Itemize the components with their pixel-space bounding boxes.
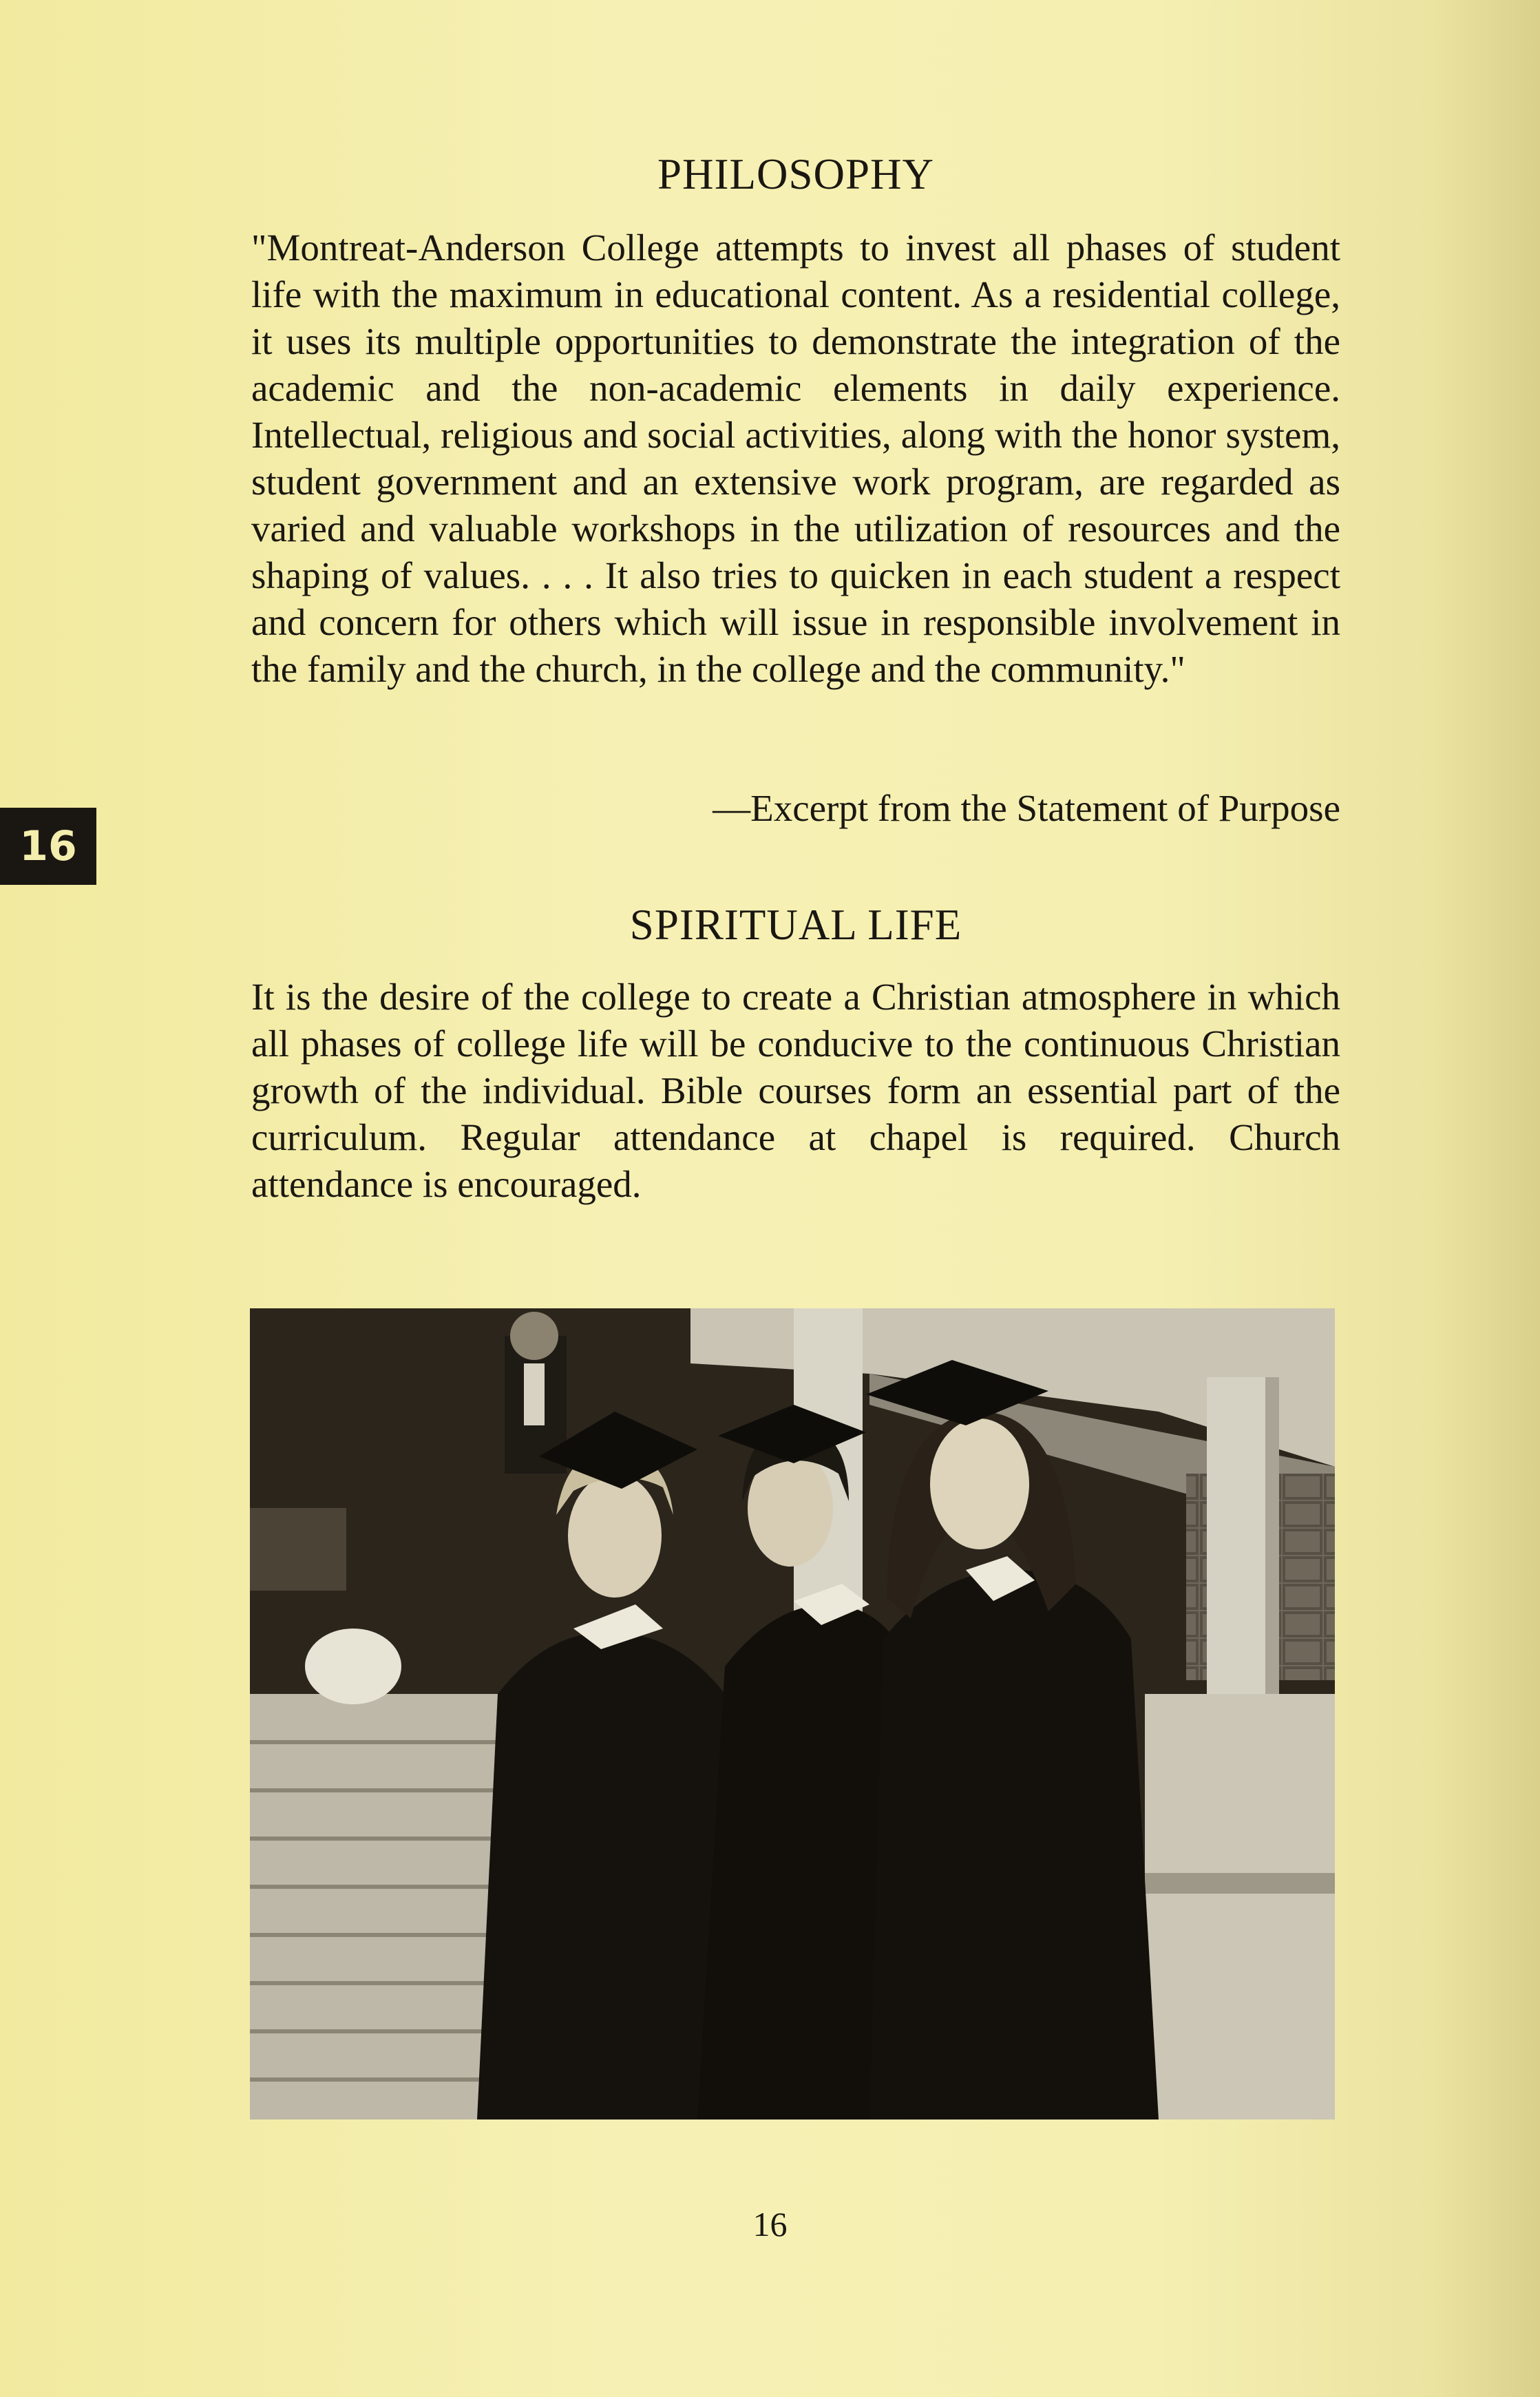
philosophy-paragraph: "Montreat-Anderson College attempts to invest all phases of student life with the maximum in educational content. As a residential college, it uses its multiple opportunities to demonstrate the integration of the academic and the non-academic elements in daily experience. Intellectual, religious and social activities, along with the honor system, student government and an extensive work program, are regarded as varied and valuable workshops in the utilization of resources and the shaping of values. . . . It also tries to quicken in each student a respect and concern for others which will issue in responsible involvement in the family and the church, in the college and the community." [251, 227, 1340, 690]
page-tab: 16 [0, 808, 96, 885]
page-number: 16 [752, 2205, 788, 2243]
philosophy-attribution: —Excerpt from the Statement of Purpose [713, 787, 1340, 829]
spiritual-life-paragraph: It is the desire of the college to create a Christian atmosphere in which all phases of college life will be conducive to the continuous Christian growth of the individual. Bible courses form an essential part of the curriculum. Regular attendance at chapel is required. Church attendance is encouraged. [251, 976, 1340, 1205]
spiritual-life-heading: SPIRITUAL LIFE [629, 901, 962, 949]
graduates-photo [250, 1308, 1335, 2119]
philosophy-heading: PHILOSOPHY [657, 150, 935, 198]
